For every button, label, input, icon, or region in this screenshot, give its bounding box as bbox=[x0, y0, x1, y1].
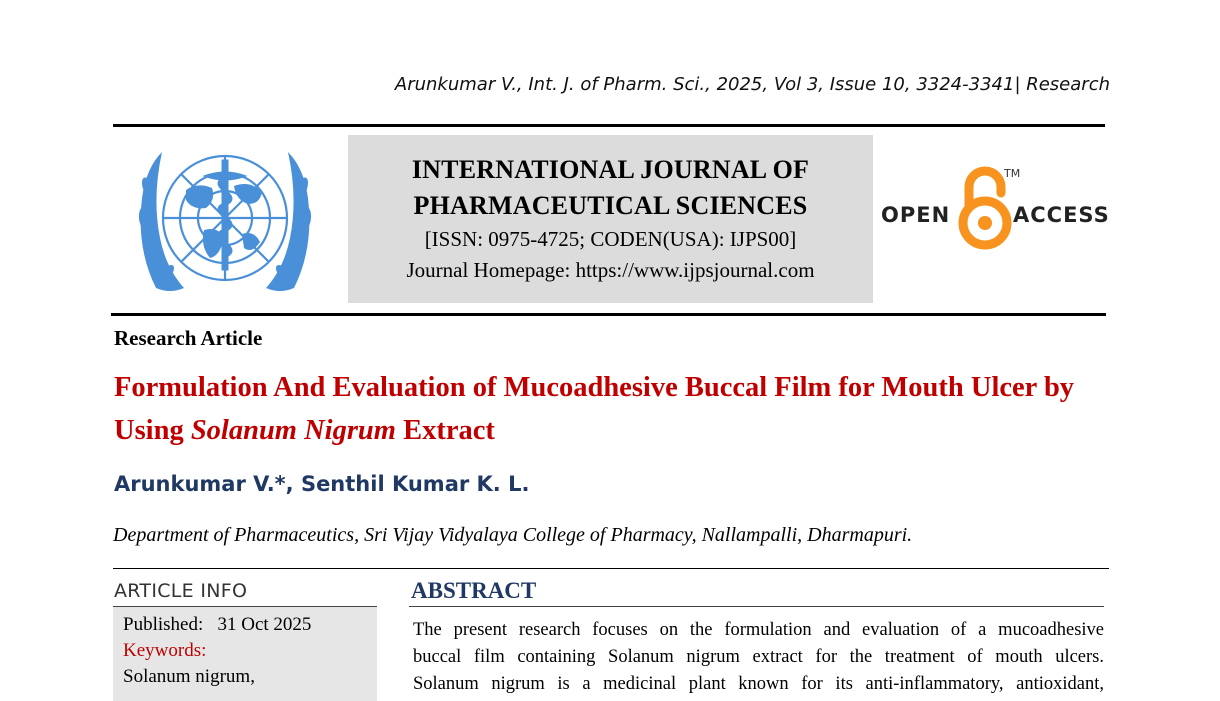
keywords-label: Keywords: bbox=[123, 640, 207, 661]
header-rule-bottom bbox=[111, 313, 1106, 316]
abstract-heading: ABSTRACT bbox=[411, 578, 537, 603]
journal-masthead bbox=[348, 135, 873, 303]
journal-issn: [ISSN: 0975-4725; CODEN(USA): IJPS00] bbox=[424, 227, 797, 251]
published-date: 31 Oct 2025 bbox=[217, 614, 312, 635]
open-access-open-text: OPEN bbox=[881, 203, 951, 227]
header-rule-top bbox=[113, 124, 1105, 127]
journal-homepage: Journal Homepage: https://www.ijpsjournal.com bbox=[406, 258, 815, 282]
trademark-text: TM bbox=[1004, 167, 1021, 180]
journal-title-line2: PHARMACEUTICAL SCIENCES bbox=[413, 191, 808, 220]
article-title bbox=[114, 366, 1104, 452]
article-type: Research Article bbox=[114, 326, 263, 350]
open-access-access-text: ACCESS bbox=[1013, 203, 1110, 227]
title-part1: Formulation And Evaluation of Mucoadhesive Buccal Film for Mouth Ulcer by Using bbox=[114, 372, 1075, 446]
section-divider bbox=[113, 568, 1109, 569]
abstract-rule bbox=[409, 606, 1104, 607]
abstract-line: Solanum nigrum is a medicinal plant known for its anti-inflammatory, antioxidant, bbox=[413, 674, 1104, 694]
abstract-line: buccal film containing Solanum nigrum extract for the treatment of mouth ulcers. bbox=[413, 647, 1104, 667]
title-part2: Extract bbox=[395, 415, 495, 446]
journal-emblem-icon bbox=[126, 138, 324, 306]
published-row bbox=[123, 612, 377, 638]
abstract-line: The present research focuses on the formulation and evaluation of a mucoadhesive bbox=[413, 620, 1104, 640]
article-info-box bbox=[113, 606, 377, 701]
open-access-logo bbox=[880, 163, 1110, 253]
author-list: Arunkumar V.*, Senthil Kumar K. L. bbox=[114, 472, 530, 496]
abstract-body bbox=[413, 617, 1104, 698]
article-info-heading: ARTICLE INFO bbox=[114, 580, 248, 602]
published-label: Published: bbox=[123, 614, 204, 635]
journal-title-line1: INTERNATIONAL JOURNAL OF bbox=[411, 155, 810, 184]
title-species: Solanum Nigrum bbox=[190, 415, 396, 446]
keyword-item: Solanum nigrum, bbox=[123, 666, 255, 687]
affiliation: Department of Pharmaceutics, Sri Vijay Vidyalaya College of Pharmacy, Nallampalli, Dharmapuri. bbox=[113, 524, 913, 546]
running-head: Arunkumar V., Int. J. of Pharm. Sci., 2025, Vol 3, Issue 10, 3324-3341| Research bbox=[394, 74, 1110, 95]
